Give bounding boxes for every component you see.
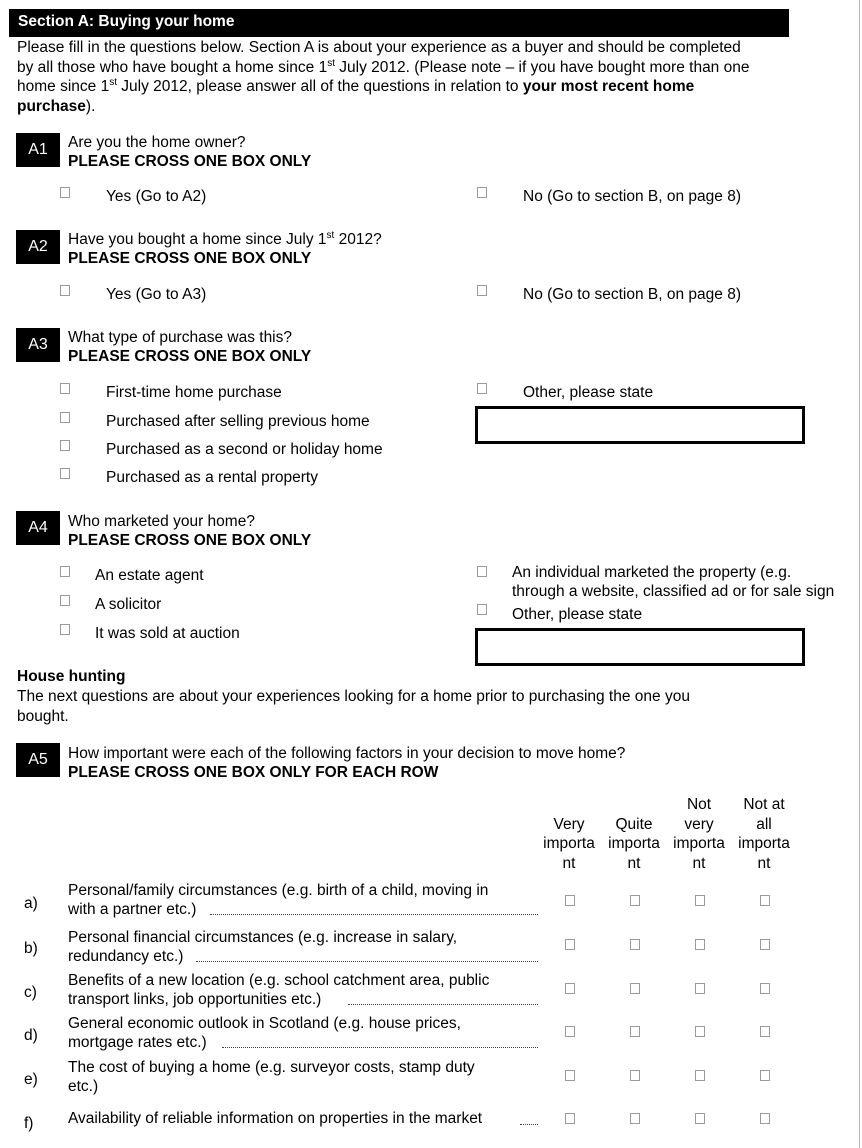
- checkbox-e-not-very[interactable]: [695, 1070, 705, 1081]
- question-label-a1: A1: [16, 133, 60, 167]
- checkbox-a-quite[interactable]: [630, 895, 640, 906]
- intro-text: home since 1: [17, 78, 110, 95]
- checkbox-d-quite[interactable]: [630, 1026, 640, 1037]
- checkbox-a-not-very[interactable]: [695, 895, 705, 906]
- question-instruction: [68, 764, 625, 783]
- dot-leader: [222, 1047, 538, 1048]
- question-text: Who marketed your home?: [68, 513, 255, 530]
- question-text: [68, 231, 382, 250]
- option-a3-after-selling: Purchased after selling previous home: [106, 413, 370, 430]
- checkbox-a-very[interactable]: [565, 895, 575, 906]
- header-line: Quite: [615, 815, 653, 833]
- instruction-text: PLEASE CROSS ONE BOX ONLY: [68, 152, 312, 170]
- option-a1-no: No (Go to section B, on page 8): [523, 188, 741, 205]
- dot-leader: [348, 1004, 538, 1005]
- checkbox-a1-yes[interactable]: [60, 187, 70, 198]
- checkbox-c-not-very[interactable]: [695, 983, 705, 994]
- text-line: bought.: [17, 707, 69, 725]
- checkbox-f-not-at-all[interactable]: [760, 1113, 770, 1124]
- option-a4-other: Other, please state: [512, 606, 643, 623]
- instruction-text: PLEASE CROSS ONE BOX ONLY: [68, 531, 312, 549]
- option-a3-second-home: Purchased as a second or holiday home: [106, 441, 383, 458]
- page-edge-line: [859, 0, 860, 1148]
- checkbox-a4-solicitor[interactable]: [60, 595, 70, 606]
- question-sup: st: [326, 229, 335, 241]
- checkbox-c-quite[interactable]: [630, 983, 640, 994]
- header-line: nt: [757, 854, 771, 872]
- question-a5: [68, 745, 625, 782]
- option-a3-first-time: First-time home purchase: [106, 384, 282, 401]
- instruction-text: PLEASE CROSS ONE BOX ONLY: [68, 347, 312, 365]
- option-a3-rental: Purchased as a rental property: [106, 469, 318, 486]
- row-line: etc.): [68, 1077, 99, 1095]
- header-line: Not at: [743, 796, 785, 813]
- row-line: General economic outlook in Scotland (e.g. house prices,: [68, 1015, 461, 1032]
- section-header: [9, 9, 789, 37]
- intro-line: Please fill in the questions below. Section A is about your experience as a buyer and should be completed: [17, 39, 741, 56]
- intro-text: ).: [85, 97, 96, 115]
- header-line: importa: [673, 835, 725, 852]
- question-label-a4: A4: [16, 511, 60, 545]
- header-line: importa: [738, 835, 790, 852]
- instruction-text: PLEASE CROSS ONE BOX ONLY FOR EACH ROW: [68, 763, 439, 781]
- header-line: [536, 795, 602, 815]
- row-line: transport links, job opportunities etc.): [68, 990, 322, 1008]
- dot-leader: [210, 914, 538, 915]
- header-line: very: [684, 815, 714, 833]
- header-line: [601, 795, 667, 815]
- intro-text: July 2012. (Please note – if you have bought more than one: [335, 58, 750, 76]
- question-a3: [68, 329, 311, 366]
- row-label: b): [24, 940, 38, 957]
- row-label: d): [24, 1027, 38, 1044]
- checkbox-d-not-at-all[interactable]: [760, 1026, 770, 1037]
- question-label-a2: A2: [16, 230, 60, 264]
- section-title: Section A: Buying your home: [18, 13, 235, 30]
- instruction-text: PLEASE CROSS ONE BOX ONLY: [68, 249, 312, 267]
- row-label: c): [24, 984, 37, 1001]
- checkbox-a4-individual[interactable]: [477, 566, 487, 577]
- row-text: [68, 1059, 538, 1096]
- question-text: What type of purchase was this?: [68, 329, 293, 346]
- checkbox-b-not-very[interactable]: [695, 939, 705, 950]
- question-text: How important were each of the following factors in your decision to move home?: [68, 745, 626, 762]
- question-instruction: [68, 250, 382, 269]
- question-a2: [68, 231, 382, 268]
- intro-sup: st: [109, 76, 117, 88]
- checkbox-d-very[interactable]: [565, 1026, 575, 1037]
- header-line: importa: [543, 835, 595, 852]
- checkbox-a3-first-time[interactable]: [60, 383, 70, 394]
- row-label: f): [24, 1115, 34, 1132]
- checkbox-a3-after-selling[interactable]: [60, 412, 70, 423]
- option-a4-auction: It was sold at auction: [95, 625, 240, 642]
- row-label: a): [24, 895, 38, 912]
- checkbox-e-quite[interactable]: [630, 1070, 640, 1081]
- question-label-a3: A3: [16, 328, 60, 362]
- row-line: mortgage rates etc.): [68, 1033, 207, 1051]
- checkbox-a3-second-home[interactable]: [60, 440, 70, 451]
- question-a4: [68, 513, 311, 550]
- house-hunting-heading: House hunting: [17, 668, 126, 685]
- option-a4-estate-agent: An estate agent: [95, 567, 204, 584]
- header-line: Not: [686, 796, 712, 813]
- intro-bold: purchase: [17, 97, 86, 115]
- row-line: Personal financial circumstances (e.g. increase in salary,: [68, 929, 458, 946]
- question-instruction: [68, 153, 311, 172]
- option-a1-yes: Yes (Go to A2): [106, 188, 207, 205]
- intro-line: [17, 77, 827, 97]
- row-line: Availability of reliable information on properties in the market: [68, 1110, 483, 1127]
- header-line: nt: [692, 854, 706, 872]
- row-line: with a partner etc.): [68, 900, 197, 918]
- checkbox-c-not-at-all[interactable]: [760, 983, 770, 994]
- checkbox-c-very[interactable]: [565, 983, 575, 994]
- question-label-a5: A5: [16, 743, 60, 777]
- checkbox-b-not-at-all[interactable]: [760, 939, 770, 950]
- header-line: importa: [608, 835, 660, 852]
- checkbox-a2-yes[interactable]: [60, 285, 70, 296]
- checkbox-a2-no[interactable]: [477, 285, 487, 296]
- checkbox-e-very[interactable]: [565, 1070, 575, 1081]
- checkbox-e-not-at-all[interactable]: [760, 1070, 770, 1081]
- row-label: e): [24, 1071, 38, 1088]
- option-a4-individual: [512, 563, 860, 601]
- question-text-part: Have you bought a home since July 1: [68, 231, 327, 248]
- checkbox-f-very[interactable]: [565, 1113, 575, 1124]
- column-header-not-very-important: [666, 795, 732, 873]
- checkbox-b-quite[interactable]: [630, 939, 640, 950]
- option-a2-no: No (Go to section B, on page 8): [523, 286, 741, 303]
- other-text-field-a4[interactable]: [475, 628, 805, 666]
- question-instruction: [68, 348, 311, 367]
- checkbox-a3-other[interactable]: [477, 383, 487, 394]
- column-header-very-important: [536, 795, 602, 873]
- house-hunting-text: [17, 687, 690, 726]
- row-line: The cost of buying a home (e.g. surveyor costs, stamp duty: [68, 1059, 475, 1076]
- column-header-not-at-all-important: [731, 795, 797, 873]
- section-intro: [17, 38, 827, 116]
- intro-text: by all those who have bought a home since 1: [17, 58, 328, 76]
- question-a1: [68, 134, 311, 171]
- checkbox-a-not-at-all[interactable]: [760, 895, 770, 906]
- row-line: redundancy etc.): [68, 947, 184, 965]
- checkbox-a1-no[interactable]: [477, 187, 487, 198]
- header-line: nt: [562, 854, 576, 872]
- checkbox-a4-estate-agent[interactable]: [60, 566, 70, 577]
- option-a3-other: Other, please state: [523, 384, 654, 401]
- question-text: Are you the home owner?: [68, 134, 246, 151]
- intro-text: July 2012, please answer all of the questions in relation to: [116, 78, 523, 95]
- option-line: through a website, classified ad or for sale sign: [512, 583, 835, 600]
- checkbox-a4-auction[interactable]: [60, 624, 70, 635]
- checkbox-f-not-very[interactable]: [695, 1113, 705, 1124]
- row-text: [68, 1110, 538, 1129]
- option-a2-yes: Yes (Go to A3): [106, 286, 207, 303]
- header-line: Very: [553, 815, 585, 833]
- intro-line: [17, 97, 827, 117]
- other-text-field-a3[interactable]: [475, 406, 805, 444]
- intro-sup: st: [327, 57, 335, 69]
- checkbox-a3-rental[interactable]: [60, 468, 70, 479]
- header-line: all: [756, 815, 772, 833]
- dot-leader: [196, 961, 538, 962]
- header-line: nt: [627, 854, 641, 872]
- checkbox-f-quite[interactable]: [630, 1113, 640, 1124]
- option-line: An individual marketed the property (e.g.: [512, 564, 792, 581]
- dot-leader: [520, 1124, 538, 1125]
- option-a4-solicitor: A solicitor: [95, 596, 162, 613]
- checkbox-a4-other[interactable]: [477, 604, 487, 615]
- column-header-quite-important: [601, 795, 667, 873]
- intro-bold: your most recent home: [522, 78, 695, 95]
- text-line: The next questions are about your experiences looking for a home prior to purchasing the one you: [17, 688, 690, 705]
- intro-line: [17, 58, 827, 78]
- row-line: Benefits of a new location (e.g. school catchment area, public: [68, 972, 490, 989]
- checkbox-b-very[interactable]: [565, 939, 575, 950]
- question-instruction: [68, 532, 311, 551]
- question-text-part: 2012?: [334, 231, 382, 248]
- row-line: Personal/family circumstances (e.g. birth of a child, moving in: [68, 882, 489, 899]
- checkbox-d-not-very[interactable]: [695, 1026, 705, 1037]
